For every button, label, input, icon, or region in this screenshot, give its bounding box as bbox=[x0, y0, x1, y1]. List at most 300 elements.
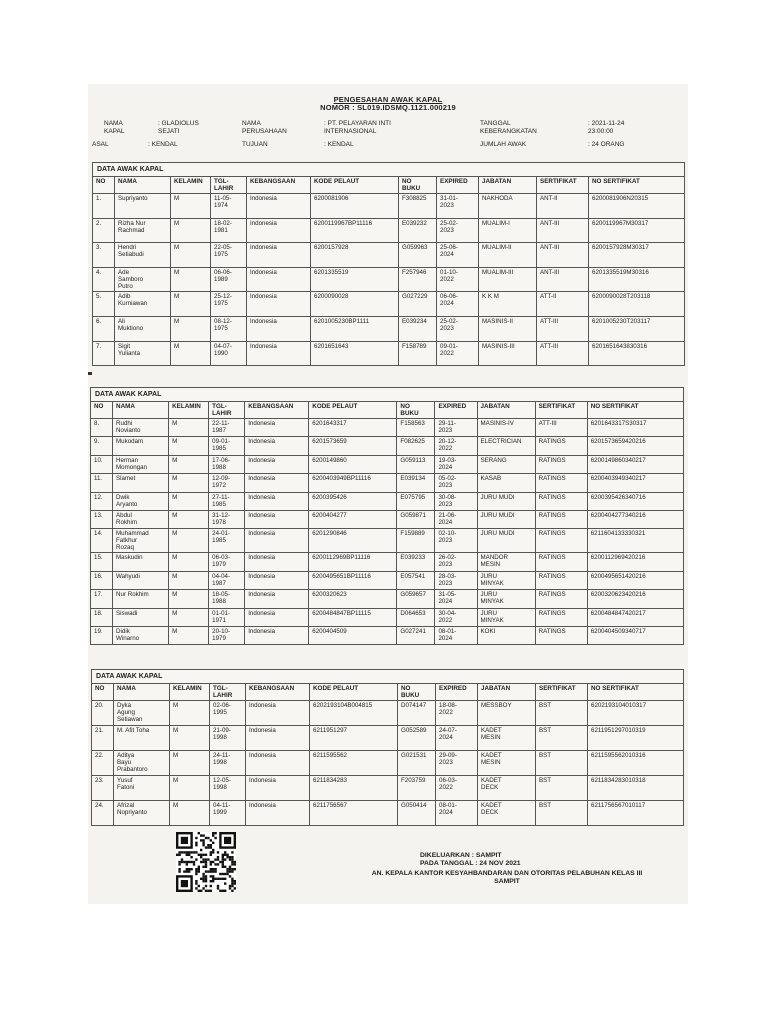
cell-jabatan: JURU MUDI bbox=[477, 529, 535, 553]
cell-no-sertifikat: 6201643317S30317 bbox=[587, 419, 683, 437]
cell-no-sertifikat: 6211951297010319 bbox=[588, 726, 684, 751]
column-header-kode-pelaut: KODE PELAUT bbox=[311, 177, 399, 194]
cell-kode-pelaut: 6200112969BP11116 bbox=[309, 553, 397, 571]
crew-row bbox=[93, 316, 685, 341]
cell-nama: Hendri Setiabudi bbox=[115, 243, 171, 268]
cell-jabatan: JURU MINYAK bbox=[477, 571, 535, 589]
cell-kode-pelaut: 6201643317 bbox=[309, 419, 397, 437]
cell-kode-pelaut: 6201335519 bbox=[311, 267, 399, 292]
cell-no-sertifikat: 6200395426340716 bbox=[587, 492, 683, 510]
cell-sertifikat: BST bbox=[536, 701, 588, 726]
cell-kelamin: M bbox=[169, 510, 209, 528]
cell-kebangsaan: Indonesia bbox=[246, 801, 310, 826]
cell-expired: 19-03- 2024 bbox=[435, 455, 477, 473]
cell-kebangsaan: Indonesia bbox=[246, 701, 310, 726]
cell-jabatan: MASINIS-III bbox=[479, 341, 537, 366]
cell-expired: 09-01- 2022 bbox=[437, 341, 479, 366]
cell-no-buku: F158789 bbox=[399, 341, 437, 366]
cell-kelamin: M bbox=[169, 492, 209, 510]
cell-no-buku: G059657 bbox=[397, 590, 435, 608]
cell-kebangsaan: Indonesia bbox=[247, 243, 311, 268]
cell-no-buku: D074147 bbox=[398, 701, 436, 726]
cell-tgl-lahir: 04-07- 1990 bbox=[211, 341, 247, 366]
cell-kebangsaan: Indonesia bbox=[245, 492, 309, 510]
cell-kelamin: M bbox=[171, 341, 211, 366]
cell-sertifikat: BST bbox=[536, 801, 588, 826]
cell-nama: Supriyanto bbox=[115, 194, 171, 219]
cell-kode-pelaut: 6211756567 bbox=[310, 801, 398, 826]
cell-tgl-lahir: 12-09- 1972 bbox=[209, 474, 245, 492]
cell-kelamin: M bbox=[170, 801, 210, 826]
cell-no-sertifikat: 6200081906N20315 bbox=[589, 194, 685, 219]
cell-no-buku: G059113 bbox=[397, 455, 435, 473]
cell-tgl-lahir: 20-10- 1979 bbox=[209, 626, 245, 644]
crew-row bbox=[93, 218, 685, 243]
cell-no-buku: E057541 bbox=[397, 571, 435, 589]
cell-no-buku: E039233 bbox=[397, 553, 435, 571]
cell-no: 7. bbox=[93, 341, 115, 366]
cell-sertifikat: RATINGS bbox=[535, 571, 587, 589]
cell-no-buku: G027229 bbox=[399, 292, 437, 317]
cell-expired: 29-09- 2023 bbox=[436, 751, 478, 776]
crew-row bbox=[91, 571, 684, 589]
table-caption: DATA AWAK KAPAL bbox=[93, 163, 685, 177]
cell-kelamin: M bbox=[171, 267, 211, 292]
column-header-jabatan: JABATAN bbox=[479, 177, 537, 194]
cell-no-buku: G052589 bbox=[398, 726, 436, 751]
cell-nama: Wahyudi bbox=[113, 571, 169, 589]
cell-no: 13. bbox=[91, 510, 113, 528]
cell-kelamin: M bbox=[169, 590, 209, 608]
nama-perusahaan-label: NAMA PERUSAHAAN bbox=[242, 120, 287, 135]
cell-no-buku: G027241 bbox=[397, 626, 435, 644]
cell-tgl-lahir: 04-11- 1999 bbox=[210, 801, 246, 826]
cell-sertifikat: ANT-III bbox=[537, 267, 589, 292]
cell-no-sertifikat: 6200157928M30317 bbox=[589, 243, 685, 268]
cell-kode-pelaut: 6201651643 bbox=[311, 341, 399, 366]
nama-perusahaan-value: : PT. PELAYARAN INTI INTERNASIONAL bbox=[324, 120, 391, 135]
nama-kapal-label: NAMA KAPAL bbox=[104, 120, 125, 135]
crew-row bbox=[91, 626, 684, 644]
cell-expired: 28-03- 2023 bbox=[435, 571, 477, 589]
cell-nama: Sigit Yulianta bbox=[115, 341, 171, 366]
cell-nama: Didik Winarno bbox=[113, 626, 169, 644]
column-header-sertifikat: SERTIFIKAT bbox=[537, 177, 589, 194]
cell-jabatan: MANDOR MESIN bbox=[477, 553, 535, 571]
cell-sertifikat: BST bbox=[536, 751, 588, 776]
column-header-tgl-lahir: TGL- LAHIR bbox=[211, 177, 247, 194]
table-header-row bbox=[93, 177, 685, 194]
cell-tgl-lahir: 25-12- 1975 bbox=[211, 292, 247, 317]
cell-expired: 25-02- 2023 bbox=[437, 316, 479, 341]
asal-value: : KENDAL bbox=[148, 141, 178, 148]
cell-kode-pelaut: 6201290846 bbox=[309, 529, 397, 553]
crew-row bbox=[93, 267, 685, 292]
cell-jabatan: KASAB bbox=[477, 474, 535, 492]
column-header-kebangsaan: KEBANGSAAN bbox=[247, 177, 311, 194]
column-header-no: NO bbox=[91, 402, 113, 419]
cell-no-sertifikat: 6201573659420216 bbox=[587, 437, 683, 455]
cell-no-sertifikat: 6200484847420217 bbox=[587, 608, 683, 626]
column-header-nama: NAMA bbox=[113, 402, 169, 419]
cell-kelamin: M bbox=[171, 243, 211, 268]
cell-no: 4. bbox=[93, 267, 115, 292]
jumlah-awak-label: JUMLAH AWAK bbox=[480, 141, 527, 148]
cell-nama: Afrizal Nopriyanto bbox=[114, 801, 170, 826]
column-header-expired: EXPIRED bbox=[435, 402, 477, 419]
cell-sertifikat: ATT-III bbox=[535, 419, 587, 437]
cell-kode-pelaut: 6200495651BP11116 bbox=[309, 571, 397, 589]
column-header-no-buku: NO BUKU bbox=[397, 402, 435, 419]
tujuan-value: : KENDAL bbox=[324, 141, 354, 148]
column-header-no: NO bbox=[93, 177, 115, 194]
cell-tgl-lahir: 24-11- 1998 bbox=[210, 751, 246, 776]
cell-nama: Ali Muktiono bbox=[115, 316, 171, 341]
cell-kelamin: M bbox=[169, 474, 209, 492]
cell-no: 15. bbox=[91, 553, 113, 571]
cell-tgl-lahir: 09-01- 1985 bbox=[209, 437, 245, 455]
cell-kode-pelaut: 6200320623 bbox=[309, 590, 397, 608]
cell-sertifikat: RATINGS bbox=[535, 455, 587, 473]
column-header-jabatan: JABATAN bbox=[477, 402, 535, 419]
cell-jabatan: MUALIM-III bbox=[479, 267, 537, 292]
authority-city: SAMPIT bbox=[494, 878, 520, 885]
cell-kebangsaan: Indonesia bbox=[245, 455, 309, 473]
cell-nama: Mukodam bbox=[113, 437, 169, 455]
column-header-kode-pelaut: KODE PELAUT bbox=[310, 684, 398, 701]
crew-row bbox=[92, 751, 684, 776]
column-header-no-buku: NO BUKU bbox=[398, 684, 436, 701]
cell-jabatan: MUALIM-II bbox=[479, 243, 537, 268]
document-sheet bbox=[88, 84, 688, 904]
cell-sertifikat: RATINGS bbox=[535, 590, 587, 608]
cell-tgl-lahir: 22-05- 1975 bbox=[211, 243, 247, 268]
column-header-kebangsaan: KEBANGSAAN bbox=[246, 684, 310, 701]
cell-expired: 08-01- 2024 bbox=[435, 626, 477, 644]
cell-no-sertifikat: 6200495651420216 bbox=[587, 571, 683, 589]
cell-nama: Rizha Nur Rachmad bbox=[115, 218, 171, 243]
crew-row bbox=[91, 492, 684, 510]
cell-tgl-lahir: 04-04- 1987 bbox=[209, 571, 245, 589]
document-title: PENGESAHAN AWAK KAPAL bbox=[333, 95, 443, 104]
column-header-no-sertifikat: NO SERTIFIKAT bbox=[587, 402, 683, 419]
tanggal-value: : 2021-11-24 23:00:00 bbox=[588, 120, 625, 135]
crew-row bbox=[92, 726, 684, 751]
cell-kode-pelaut: 6200081906 bbox=[311, 194, 399, 219]
cell-kebangsaan: Indonesia bbox=[247, 218, 311, 243]
scan-mark bbox=[88, 372, 92, 375]
cell-kode-pelaut: 6201005230BP1111 bbox=[311, 316, 399, 341]
cell-no-buku: G021531 bbox=[398, 751, 436, 776]
crew-row bbox=[92, 776, 684, 801]
cell-nama: Rudhi Novianto bbox=[113, 419, 169, 437]
crew-row bbox=[91, 419, 684, 437]
cell-jabatan: K K M bbox=[479, 292, 537, 317]
column-header-nama: NAMA bbox=[115, 177, 171, 194]
cell-nama: Nur Rokhim bbox=[113, 590, 169, 608]
cell-expired: 31-01- 2023 bbox=[437, 194, 479, 219]
cell-no-sertifikat: 6200119967M30317 bbox=[589, 218, 685, 243]
cell-sertifikat: ATT-III bbox=[537, 341, 589, 366]
cell-kebangsaan: Indonesia bbox=[246, 751, 310, 776]
jumlah-awak-value: : 24 ORANG bbox=[588, 141, 625, 148]
crew-row bbox=[91, 510, 684, 528]
cell-nama: Adib Kurniawan bbox=[115, 292, 171, 317]
cell-sertifikat: RATINGS bbox=[535, 553, 587, 571]
column-header-expired: EXPIRED bbox=[436, 684, 478, 701]
cell-no-sertifikat: 6211604133330321 bbox=[587, 529, 683, 553]
column-header-kelamin: KELAMIN bbox=[170, 684, 210, 701]
cell-no-sertifikat: 6200112969420216 bbox=[587, 553, 683, 571]
cell-no-buku: E039134 bbox=[397, 474, 435, 492]
cell-no: 2. bbox=[93, 218, 115, 243]
cell-kebangsaan: Indonesia bbox=[247, 194, 311, 219]
cell-kode-pelaut: 6200404277 bbox=[309, 510, 397, 528]
cell-nama: Siswadi bbox=[113, 608, 169, 626]
cell-kelamin: M bbox=[170, 701, 210, 726]
cell-nama: Dyka Agung Setiawan bbox=[114, 701, 170, 726]
crew-row bbox=[92, 801, 684, 826]
cell-no-buku: F257946 bbox=[399, 267, 437, 292]
column-header-no-buku: NO BUKU bbox=[399, 177, 437, 194]
cell-kebangsaan: Indonesia bbox=[247, 341, 311, 366]
cell-no: 10. bbox=[91, 455, 113, 473]
cell-nama: Maskudin bbox=[113, 553, 169, 571]
cell-no-sertifikat: 6200090028T203118 bbox=[589, 292, 685, 317]
cell-no: 16. bbox=[91, 571, 113, 589]
cell-expired: 21-06- 2024 bbox=[435, 510, 477, 528]
cell-no: 20. bbox=[92, 701, 114, 726]
cell-expired: 08-01- 2024 bbox=[436, 801, 478, 826]
cell-tgl-lahir: 06-06- 1989 bbox=[211, 267, 247, 292]
cell-kode-pelaut: 6200403949BP11116 bbox=[309, 474, 397, 492]
cell-nama: Slamet bbox=[113, 474, 169, 492]
cell-nama: Herman Momongan bbox=[113, 455, 169, 473]
cell-no-buku: G059871 bbox=[397, 510, 435, 528]
cell-kebangsaan: Indonesia bbox=[247, 267, 311, 292]
cell-no-sertifikat: 6211834283010318 bbox=[588, 776, 684, 801]
cell-kebangsaan: Indonesia bbox=[245, 474, 309, 492]
cell-sertifikat: RATINGS bbox=[535, 510, 587, 528]
table-header-row bbox=[92, 684, 684, 701]
cell-jabatan: JURU MUDI bbox=[477, 492, 535, 510]
cell-no: 12. bbox=[91, 492, 113, 510]
cell-sertifikat: ANT-III bbox=[537, 243, 589, 268]
cell-no: 17. bbox=[91, 590, 113, 608]
cell-no-buku: E075795 bbox=[397, 492, 435, 510]
cell-sertifikat: RATINGS bbox=[535, 626, 587, 644]
cell-nama: Muhammad Fatkhur Rozaq bbox=[113, 529, 169, 553]
cell-kelamin: M bbox=[170, 726, 210, 751]
cell-kode-pelaut: 6200119967BP11116 bbox=[311, 218, 399, 243]
cell-no: 11. bbox=[91, 474, 113, 492]
column-header-tgl-lahir: TGL- LAHIR bbox=[210, 684, 246, 701]
cell-kode-pelaut: 6211834283 bbox=[310, 776, 398, 801]
column-header-no-sertifikat: NO SERTIFIKAT bbox=[589, 177, 685, 194]
cell-expired: 05-02- 2023 bbox=[435, 474, 477, 492]
cell-kebangsaan: Indonesia bbox=[245, 626, 309, 644]
column-header-kode-pelaut: KODE PELAUT bbox=[309, 402, 397, 419]
cell-kelamin: M bbox=[171, 292, 211, 317]
cell-no: 22. bbox=[92, 751, 114, 776]
cell-kebangsaan: Indonesia bbox=[245, 608, 309, 626]
cell-jabatan: MUALIM-I bbox=[479, 218, 537, 243]
cell-jabatan: JURU MINYAK bbox=[477, 608, 535, 626]
cell-kebangsaan: Indonesia bbox=[245, 510, 309, 528]
cell-sertifikat: RATINGS bbox=[535, 437, 587, 455]
cell-kode-pelaut: 6200149860 bbox=[309, 455, 397, 473]
cell-no-sertifikat: 6201651643830316 bbox=[589, 341, 685, 366]
cell-no-sertifikat: 6211595562010316 bbox=[588, 751, 684, 776]
cell-jabatan: MASINIS-II bbox=[479, 316, 537, 341]
cell-no-sertifikat: 6202193104010317 bbox=[588, 701, 684, 726]
cell-kelamin: M bbox=[170, 776, 210, 801]
cell-no: 8. bbox=[91, 419, 113, 437]
cell-tgl-lahir: 18-05- 1988 bbox=[209, 590, 245, 608]
cell-no-sertifikat: 6200320623420216 bbox=[587, 590, 683, 608]
cell-kelamin: M bbox=[169, 437, 209, 455]
cell-tgl-lahir: 24-01- 1985 bbox=[209, 529, 245, 553]
cell-expired: 30-08- 2023 bbox=[435, 492, 477, 510]
cell-no-buku: F308825 bbox=[399, 194, 437, 219]
cell-tgl-lahir: 08-12- 1975 bbox=[211, 316, 247, 341]
cell-kebangsaan: Indonesia bbox=[245, 553, 309, 571]
cell-expired: 26-02- 2023 bbox=[435, 553, 477, 571]
crew-row bbox=[93, 243, 685, 268]
cell-sertifikat: RATINGS bbox=[535, 608, 587, 626]
cell-kebangsaan: Indonesia bbox=[245, 529, 309, 553]
cell-kode-pelaut: 6201573659 bbox=[309, 437, 397, 455]
cell-jabatan: MESSBOY bbox=[478, 701, 536, 726]
cell-no-sertifikat: 6200404277340216 bbox=[587, 510, 683, 528]
cell-kelamin: M bbox=[170, 751, 210, 776]
cell-no-buku: G050414 bbox=[398, 801, 436, 826]
cell-jabatan: MASINIS-IV bbox=[477, 419, 535, 437]
cell-no: 23. bbox=[92, 776, 114, 801]
cell-no: 18. bbox=[91, 608, 113, 626]
cell-kebangsaan: Indonesia bbox=[247, 316, 311, 341]
cell-no-buku: F203759 bbox=[398, 776, 436, 801]
cell-jabatan: KADET MESIN bbox=[478, 751, 536, 776]
cell-nama: Yusuf Fatoni bbox=[114, 776, 170, 801]
cell-kelamin: M bbox=[169, 529, 209, 553]
cell-kebangsaan: Indonesia bbox=[246, 776, 310, 801]
cell-no: 24. bbox=[92, 801, 114, 826]
cell-kode-pelaut: 6200157928 bbox=[311, 243, 399, 268]
cell-sertifikat: BST bbox=[536, 776, 588, 801]
cell-sertifikat: RATINGS bbox=[535, 474, 587, 492]
cell-nama: Aditya Bayu Prabantoro bbox=[114, 751, 170, 776]
cell-expired: 06-03- 2022 bbox=[436, 776, 478, 801]
cell-kelamin: M bbox=[169, 553, 209, 571]
cell-jabatan: NAKHODA bbox=[479, 194, 537, 219]
cell-kebangsaan: Indonesia bbox=[247, 292, 311, 317]
crew-row bbox=[91, 529, 684, 553]
cell-kelamin: M bbox=[169, 608, 209, 626]
cell-kebangsaan: Indonesia bbox=[246, 726, 310, 751]
cell-tgl-lahir: 06-03- 1979 bbox=[209, 553, 245, 571]
crew-table-2 bbox=[90, 387, 684, 645]
cell-tgl-lahir: 22-11- 1987 bbox=[209, 419, 245, 437]
column-header-kelamin: KELAMIN bbox=[171, 177, 211, 194]
cell-no-sertifikat: 6200149860340217 bbox=[587, 455, 683, 473]
cell-no: 19. bbox=[91, 626, 113, 644]
cell-jabatan: KADET DECK bbox=[478, 801, 536, 826]
cell-expired: 18-08- 2022 bbox=[436, 701, 478, 726]
cell-no: 1. bbox=[93, 194, 115, 219]
cell-kebangsaan: Indonesia bbox=[245, 437, 309, 455]
cell-expired: 02-10- 2023 bbox=[435, 529, 477, 553]
cell-expired: 30-04- 2022 bbox=[435, 608, 477, 626]
cell-sertifikat: RATINGS bbox=[535, 529, 587, 553]
cell-no: 14. bbox=[91, 529, 113, 553]
cell-no-buku: D064653 bbox=[397, 608, 435, 626]
cell-kode-pelaut: 6200484847BP11115 bbox=[309, 608, 397, 626]
nama-kapal-value: : GLADIOLUS SEJATI bbox=[158, 120, 199, 135]
crew-row bbox=[91, 437, 684, 455]
cell-no-buku: G059963 bbox=[399, 243, 437, 268]
cell-no-sertifikat: 6211756567010117 bbox=[588, 801, 684, 826]
cell-kode-pelaut: 6200404509 bbox=[309, 626, 397, 644]
crew-row bbox=[91, 608, 684, 626]
cell-kelamin: M bbox=[169, 419, 209, 437]
tanggal-label: TANGGAL KEBERANGKATAN bbox=[480, 120, 537, 135]
issued-date: PADA TANGGAL : 24 NOV 2021 bbox=[420, 860, 521, 867]
cell-no: 6. bbox=[93, 316, 115, 341]
cell-expired: 20-12- 2022 bbox=[435, 437, 477, 455]
cell-jabatan: KADET DECK bbox=[478, 776, 536, 801]
cell-jabatan: KOKI bbox=[477, 626, 535, 644]
column-header-sertifikat: SERTIFIKAT bbox=[535, 402, 587, 419]
cell-kode-pelaut: 6202193104B004815 bbox=[310, 701, 398, 726]
cell-kelamin: M bbox=[171, 218, 211, 243]
crew-row bbox=[91, 455, 684, 473]
cell-no-sertifikat: 6200404509340717 bbox=[587, 626, 683, 644]
cell-expired: 01-10- 2022 bbox=[437, 267, 479, 292]
crew-row bbox=[91, 590, 684, 608]
cell-jabatan: JURU MINYAK bbox=[477, 590, 535, 608]
table-caption: DATA AWAK KAPAL bbox=[92, 670, 684, 684]
cell-sertifikat: RATINGS bbox=[535, 492, 587, 510]
authority: AN. KEPALA KANTOR KESYAHBANDARAN DAN OTORITAS PELABUHAN KELAS III bbox=[371, 870, 643, 877]
cell-kode-pelaut: 6211595562 bbox=[310, 751, 398, 776]
cell-expired: 06-06- 2024 bbox=[437, 292, 479, 317]
cell-kelamin: M bbox=[169, 626, 209, 644]
cell-no-buku: E039234 bbox=[399, 316, 437, 341]
cell-nama: Dwik Aryanto bbox=[113, 492, 169, 510]
cell-nama: M. Afit Toha bbox=[114, 726, 170, 751]
cell-kebangsaan: Indonesia bbox=[245, 571, 309, 589]
crew-row bbox=[93, 194, 685, 219]
document-number: NOMOR : SL019.IDSMQ.1121.000219 bbox=[320, 103, 456, 112]
column-header-expired: EXPIRED bbox=[437, 177, 479, 194]
crew-row bbox=[93, 341, 685, 366]
cell-no-buku: E039232 bbox=[399, 218, 437, 243]
cell-kelamin: M bbox=[169, 455, 209, 473]
crew-row bbox=[92, 701, 684, 726]
crew-row bbox=[91, 553, 684, 571]
cell-kelamin: M bbox=[171, 316, 211, 341]
cell-expired: 24-07- 2024 bbox=[436, 726, 478, 751]
table-caption: DATA AWAK KAPAL bbox=[91, 388, 684, 402]
cell-jabatan: ELECTRICIAN bbox=[477, 437, 535, 455]
cell-tgl-lahir: 27-11- 1985 bbox=[209, 492, 245, 510]
issued-at: DIKELUARKAN : SAMPIT bbox=[420, 852, 502, 859]
column-header-kebangsaan: KEBANGSAAN bbox=[245, 402, 309, 419]
cell-no-buku: F082625 bbox=[397, 437, 435, 455]
column-header-tgl-lahir: TGL- LAHIR bbox=[209, 402, 245, 419]
column-header-no-sertifikat: NO SERTIFIKAT bbox=[588, 684, 684, 701]
